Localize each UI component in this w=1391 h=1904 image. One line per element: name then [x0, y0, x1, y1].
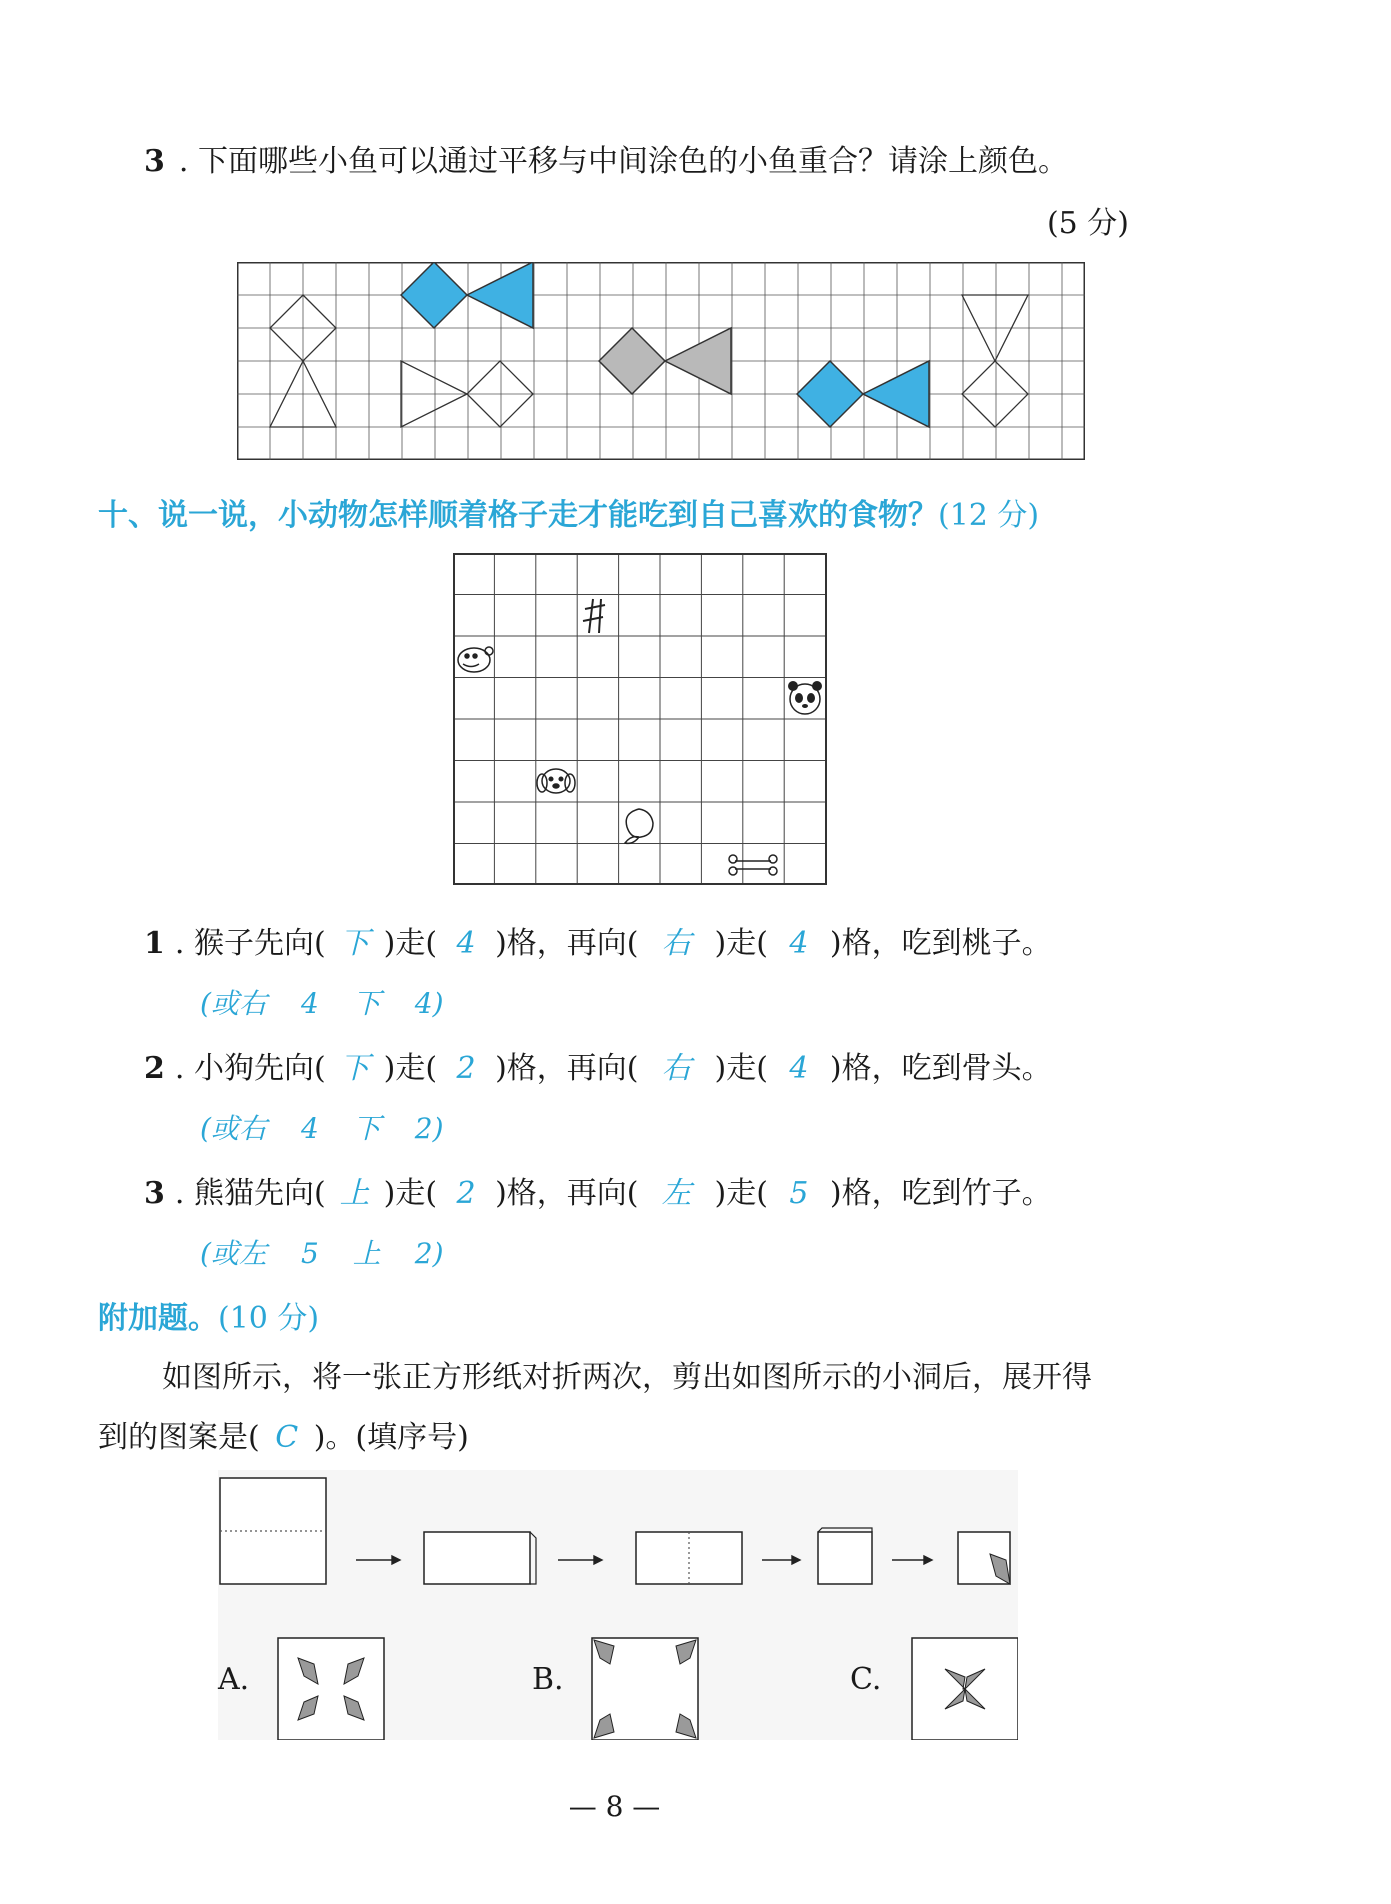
question-number: 3: [144, 144, 165, 179]
item-text: )格，再向(: [495, 1176, 639, 1211]
bonus-text-line-2: [98, 1412, 469, 1456]
peach-icon: [625, 809, 653, 843]
alt-part: 5: [300, 1237, 319, 1270]
fish-colored-2-tail: [863, 361, 929, 427]
item-2-alternative: [200, 1107, 478, 1147]
fish-center-gray-tail: [665, 328, 731, 394]
item-1-alternative: [200, 982, 478, 1022]
item-text: . 猴子先向(: [174, 926, 326, 961]
item-text: )走(: [714, 1051, 768, 1086]
item-number: 1: [144, 926, 165, 961]
item-text: . 熊猫先向(: [174, 1176, 326, 1211]
dog-icon: [537, 769, 575, 793]
bonus-text: )。(填序号): [313, 1420, 469, 1455]
question-text: . 下面哪些小鱼可以通过平移与中间涂色的小鱼重合？请涂上颜色。: [178, 144, 1068, 179]
alt-part: 2): [414, 1112, 444, 1145]
item-2: [144, 1043, 1052, 1087]
alt-part: 2): [414, 1237, 444, 1270]
section-10-heading: [98, 490, 1039, 534]
bonus-answer[interactable]: C: [275, 1420, 299, 1455]
bonus-title: 附加题。: [98, 1301, 218, 1336]
item-text: )走(: [383, 926, 438, 961]
page-number: — 8 —: [568, 1790, 661, 1823]
item-text: . 小狗先向(: [174, 1051, 326, 1086]
alt-part: 4: [300, 987, 319, 1020]
alt-part: (或右: [200, 987, 267, 1020]
item-text: )格，吃到竹子。: [829, 1176, 1052, 1211]
answer-steps-1[interactable]: 2: [456, 1051, 476, 1086]
fish-colored-2[interactable]: [797, 361, 863, 427]
alt-part: 4: [300, 1112, 319, 1145]
answer-direction-2[interactable]: 右: [661, 926, 692, 961]
answer-direction-2[interactable]: 左: [661, 1176, 692, 1211]
item-text: )走(: [383, 1176, 438, 1211]
item-3: [144, 1168, 1052, 1212]
bamboo-icon: [583, 599, 605, 633]
fold-step-2: [424, 1532, 530, 1584]
item-text: )走(: [714, 926, 768, 961]
alt-part: 下: [352, 1112, 381, 1145]
item-text: )格，吃到骨头。: [829, 1051, 1052, 1086]
answer-direction-1[interactable]: 下: [339, 1051, 370, 1086]
answer-steps-1[interactable]: 4: [456, 926, 476, 961]
item-number: 2: [144, 1051, 165, 1086]
alt-part: (或左: [200, 1237, 267, 1270]
monkey-icon: [458, 647, 493, 672]
panda-icon: [788, 681, 822, 714]
alt-part: 下: [352, 987, 381, 1020]
answer-direction-1[interactable]: 上: [339, 1176, 370, 1211]
section-10-title: 十、说一说，小动物怎样顺着格子走才能吃到自己喜欢的食物？: [98, 498, 938, 533]
item-text: )格，再向(: [495, 926, 639, 961]
bonus-heading: [98, 1293, 319, 1337]
option-a-square[interactable]: [278, 1638, 384, 1740]
item-text: )格，再向(: [495, 1051, 639, 1086]
item-number: 3: [144, 1176, 165, 1211]
bonus-points: (10 分): [218, 1301, 320, 1336]
answer-steps-2[interactable]: 5: [789, 1176, 809, 1211]
fish-grid: [237, 262, 1085, 460]
section-10-points: (12 分): [938, 498, 1040, 533]
answer-direction-2[interactable]: 右: [661, 1051, 692, 1086]
alt-part: 上: [352, 1237, 381, 1270]
item-text: )格，吃到桃子。: [829, 926, 1052, 961]
item-1: [144, 918, 1052, 962]
fish-center-gray: [599, 328, 665, 394]
alt-part: 4): [414, 987, 444, 1020]
question-3: [144, 136, 1068, 180]
bone-icon: [729, 855, 777, 875]
option-a-label: A.: [218, 1662, 250, 1697]
item-text: )走(: [383, 1051, 438, 1086]
alt-part: (或右: [200, 1112, 267, 1145]
item-3-alternative: [200, 1232, 478, 1272]
answer-steps-2[interactable]: 4: [789, 926, 809, 961]
option-b-label: B.: [532, 1662, 564, 1697]
answer-steps-2[interactable]: 4: [789, 1051, 809, 1086]
answer-direction-1[interactable]: 下: [339, 926, 370, 961]
fold-step-4: [818, 1532, 872, 1584]
fish-colored-1-tail: [467, 262, 533, 328]
answer-steps-1[interactable]: 2: [456, 1176, 476, 1211]
bonus-text-line-1: 如图所示，将一张正方形纸对折两次，剪出如图所示的小洞后，展开得: [162, 1360, 1092, 1395]
animal-grid: [453, 553, 827, 885]
folding-diagram: [218, 1470, 1018, 1740]
question-score: (5 分): [1046, 206, 1129, 241]
fish-colored-1[interactable]: [401, 262, 467, 328]
bonus-text: 到的图案是(: [98, 1420, 260, 1455]
item-text: )走(: [714, 1176, 768, 1211]
option-c-label: C.: [850, 1662, 882, 1697]
